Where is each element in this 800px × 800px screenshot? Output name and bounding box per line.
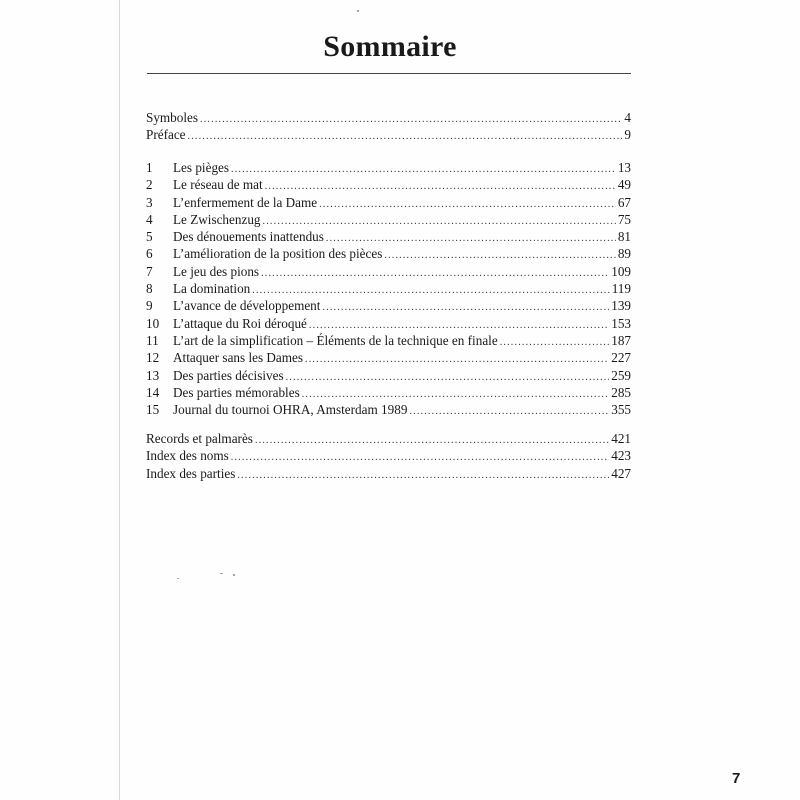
chapter-title: Les pièges xyxy=(173,160,230,175)
toc-entry-page: 4 xyxy=(624,110,631,125)
chapter-title: L’art de la simplification – Éléments de la technique en finale xyxy=(173,332,498,348)
toc-chapter-entry xyxy=(146,315,631,332)
chapter-page: 109 xyxy=(611,263,631,279)
chapter-page: 89 xyxy=(617,246,631,262)
toc-chapter-entry xyxy=(146,297,631,314)
toc-entry-label: Records et palmarès xyxy=(146,431,253,446)
chapter-number: 8 xyxy=(146,281,153,297)
chapter-title: L’amélioration de la position des pièces xyxy=(173,246,383,262)
dot-leader xyxy=(322,299,609,316)
dot-leader xyxy=(384,247,615,264)
toc-front-matter xyxy=(146,109,631,144)
chapter-page: 119 xyxy=(611,281,631,297)
chapter-number: 7 xyxy=(146,263,153,279)
toc-entry-label: Symboles xyxy=(146,110,199,125)
chapter-number: 10 xyxy=(146,315,160,331)
toc-chapter-entry xyxy=(146,263,631,280)
page-number: 7 xyxy=(732,770,741,787)
toc-entry xyxy=(146,447,631,464)
dot-leader xyxy=(231,449,609,466)
chapter-title: Journal du tournoi OHRA, Amsterdam 1989 xyxy=(173,402,408,418)
dot-leader xyxy=(188,128,623,145)
toc-entry-label: Index des noms xyxy=(146,448,229,464)
toc-chapters xyxy=(146,159,631,418)
chapter-number: 4 xyxy=(146,211,153,227)
toc-chapter-entry xyxy=(146,280,631,297)
toc-chapter-entry xyxy=(146,159,631,176)
chapter-number: 12 xyxy=(146,350,160,366)
toc-entry xyxy=(146,430,631,447)
chapter-title: Des dénouements inattendus xyxy=(173,229,324,245)
scan-speck xyxy=(177,578,179,579)
chapter-page: 153 xyxy=(611,315,631,331)
chapter-page: 227 xyxy=(611,350,631,366)
toc-chapter-entry xyxy=(146,211,631,228)
chapter-page: 13 xyxy=(617,160,631,175)
toc-entry xyxy=(146,109,631,126)
chapter-title: L’enfermement de la Dame xyxy=(173,194,318,210)
toc-entry-label: Préface xyxy=(146,127,186,143)
chapter-number: 14 xyxy=(146,384,160,400)
chapter-page: 285 xyxy=(611,384,631,400)
toc-chapter-entry xyxy=(146,401,631,418)
toc-entry-page: 421 xyxy=(611,431,631,446)
toc-entry xyxy=(146,465,631,482)
toc-chapter-entry xyxy=(146,384,631,401)
dot-leader xyxy=(305,351,609,368)
toc-entry xyxy=(146,126,631,143)
dot-leader xyxy=(231,161,616,178)
dot-leader xyxy=(265,178,616,195)
page-title: Sommaire xyxy=(323,30,457,63)
scan-speck xyxy=(220,573,223,574)
chapter-page: 81 xyxy=(617,229,631,245)
chapter-number: 5 xyxy=(146,229,153,245)
chapter-title: Des parties mémorables xyxy=(173,384,300,400)
chapter-page: 75 xyxy=(617,211,631,227)
dot-leader xyxy=(409,403,609,420)
chapter-number: 11 xyxy=(146,332,159,348)
dot-leader xyxy=(286,369,610,386)
chapter-number: 3 xyxy=(146,194,153,210)
dot-leader xyxy=(261,265,609,282)
dot-leader xyxy=(255,432,609,449)
toc-entry-page: 427 xyxy=(611,465,631,481)
toc-chapter-entry xyxy=(146,228,631,245)
toc-chapter-entry xyxy=(146,176,631,193)
chapter-title: La domination xyxy=(173,281,251,297)
dot-leader xyxy=(237,467,609,484)
scan-speck xyxy=(357,10,359,12)
chapter-title: L’attaque du Roi déroqué xyxy=(173,315,307,331)
toc-chapter-entry xyxy=(146,349,631,366)
chapter-page: 49 xyxy=(617,177,631,193)
dot-leader xyxy=(319,196,616,213)
chapter-number: 13 xyxy=(146,367,160,383)
chapter-title: Le Zwischenzug xyxy=(173,211,261,227)
chapter-page: 355 xyxy=(611,402,631,418)
toc-entry-label: Index des parties xyxy=(146,465,236,481)
toc-chapter-entry xyxy=(146,245,631,262)
chapter-number: 15 xyxy=(146,402,160,418)
chapter-title: L’avance de développement xyxy=(173,298,321,314)
toc-chapter-entry xyxy=(146,332,631,349)
chapter-number: 9 xyxy=(146,298,153,314)
dot-leader xyxy=(500,334,610,351)
chapter-number: 1 xyxy=(146,160,153,175)
chapter-number: 2 xyxy=(146,177,153,193)
dot-leader xyxy=(200,111,622,128)
chapter-title: Des parties décisives xyxy=(173,367,284,383)
chapter-title: Le réseau de mat xyxy=(173,177,263,193)
toc-chapter-entry xyxy=(146,367,631,384)
scan-speck xyxy=(233,574,235,576)
toc-chapter-entry xyxy=(146,194,631,211)
chapter-page: 67 xyxy=(617,194,631,210)
toc-back-matter xyxy=(146,430,631,482)
toc-entry-page: 9 xyxy=(624,127,631,143)
chapter-page: 187 xyxy=(611,332,631,348)
chapter-title: Le jeu des pions xyxy=(173,263,260,279)
chapter-title: Attaquer sans les Dames xyxy=(173,350,304,366)
chapter-number: 6 xyxy=(146,246,153,262)
toc-entry-page: 423 xyxy=(611,448,631,464)
title-rule xyxy=(147,73,631,74)
page-edge xyxy=(119,0,120,800)
chapter-page: 259 xyxy=(611,367,631,383)
chapter-page: 139 xyxy=(611,298,631,314)
